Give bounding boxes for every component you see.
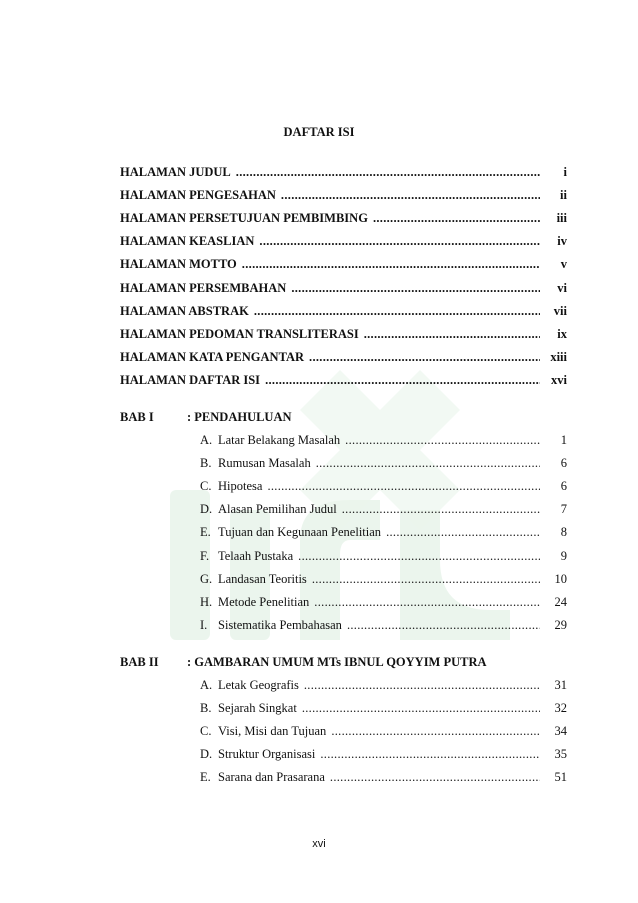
toc-page-number: 1	[560, 433, 567, 447]
toc-entry-text: Letak Geografis	[218, 678, 299, 692]
toc-page-number: 32	[554, 701, 567, 716]
toc-entry[interactable]	[200, 701, 567, 716]
toc-entry-label	[200, 724, 326, 739]
page-number: xvi	[312, 838, 326, 850]
toc-entry-text: Metode Penelitian	[218, 594, 310, 609]
toc-entry[interactable]	[200, 595, 567, 610]
toc-page-number: iii	[556, 211, 567, 226]
dot-leader	[331, 724, 540, 739]
toc-entry-label	[200, 747, 315, 762]
dot-leader	[347, 618, 540, 633]
toc-page-number: vii	[553, 303, 567, 318]
toc-entry-letter: D.	[200, 502, 213, 517]
toc-entry-label	[200, 525, 381, 540]
toc-entry-letter: B.	[200, 456, 212, 471]
chapter-heading	[120, 410, 292, 425]
dot-leader	[330, 770, 540, 785]
toc-entry-label: HALAMAN JUDUL	[120, 165, 231, 179]
toc-entry-text: Sistematika Pembahasan	[218, 617, 342, 632]
toc-page-number: 6	[560, 479, 567, 494]
toc-entry-text: Sejarah Singkat	[218, 701, 297, 716]
toc-entry-text: Sarana dan Prasarana	[218, 770, 325, 785]
dot-leader	[254, 304, 540, 319]
toc-entry[interactable]	[120, 373, 567, 388]
toc-entry[interactable]	[200, 618, 567, 633]
toc-entry-label: HALAMAN PENGESAHAN	[120, 188, 276, 203]
toc-entry-text: Latar Belakang Masalah	[218, 433, 341, 447]
toc-entry[interactable]	[120, 234, 567, 249]
chapter-heading	[120, 655, 487, 670]
toc-entry-text: Landasan Teoritis	[218, 571, 307, 586]
dot-leader	[281, 188, 540, 203]
toc-entry-letter: C.	[200, 479, 212, 494]
toc-entry-label: HALAMAN KATA PENGANTAR	[120, 349, 305, 364]
chapter-number: BAB I	[120, 410, 154, 424]
toc-entry-label: HALAMAN PEDOMAN TRANSLITERASI	[120, 326, 359, 341]
toc-entry-letter: A.	[200, 433, 213, 447]
toc-entry[interactable]	[200, 479, 567, 494]
toc-entry-letter: E.	[200, 525, 211, 540]
dot-leader	[364, 327, 540, 342]
toc-entry[interactable]	[200, 549, 567, 564]
toc-entry[interactable]	[200, 502, 567, 517]
chapter-title: : PENDAHULUAN	[187, 410, 292, 424]
toc-page-number: xvi	[551, 372, 567, 387]
toc-page-number: xiii	[550, 349, 567, 364]
toc-entry-text: Hipotesa	[218, 479, 263, 494]
toc-entry-text: Tujuan dan Kegunaan Penelitian	[218, 525, 382, 540]
dot-leader	[309, 350, 540, 365]
toc-entry-letter: E.	[200, 770, 211, 785]
toc-entry[interactable]	[200, 572, 567, 587]
toc-entry-text: Struktur Organisasi	[218, 747, 316, 762]
chapter-number: BAB II	[120, 655, 159, 669]
toc-entry-text: Telaah Pustaka	[218, 548, 294, 563]
toc-page-number: 34	[554, 724, 567, 739]
toc-entry-letter: A.	[200, 678, 213, 692]
toc-entry-label	[200, 678, 299, 693]
toc-entry-label	[200, 433, 340, 448]
toc-page-number: 8	[560, 525, 567, 540]
dot-leader	[267, 479, 540, 494]
dot-leader	[291, 281, 540, 296]
toc-entry-letter: G.	[200, 571, 213, 586]
dot-leader	[345, 433, 540, 448]
dot-leader	[312, 572, 540, 587]
toc-entry-label	[200, 770, 325, 785]
toc-entry-label	[200, 456, 311, 471]
page-title: DAFTAR ISI	[283, 125, 355, 139]
toc-page-number: 7	[560, 502, 567, 517]
toc-entry[interactable]	[120, 304, 567, 319]
toc-entry[interactable]	[200, 724, 567, 739]
toc-entry-text: Visi, Misi dan Tujuan	[218, 724, 327, 739]
dot-leader	[316, 456, 540, 471]
toc-entry[interactable]	[200, 525, 567, 540]
toc-entry[interactable]	[200, 770, 567, 785]
toc-page-number: i	[563, 165, 567, 179]
toc-entry-label: HALAMAN KEASLIAN	[120, 234, 255, 249]
toc-page-number: ii	[560, 188, 567, 203]
toc-page-number: 51	[554, 770, 567, 785]
toc-entry[interactable]	[120, 188, 567, 203]
dot-leader	[342, 502, 540, 517]
toc-entry[interactable]	[200, 456, 567, 471]
dot-leader	[373, 211, 540, 226]
toc-entry-letter: C.	[200, 724, 212, 739]
toc-entry[interactable]	[120, 281, 567, 296]
toc-entry[interactable]	[200, 678, 567, 693]
toc-entry-letter: D.	[200, 747, 213, 762]
toc-page-number: v	[560, 257, 567, 272]
toc-entry[interactable]	[120, 211, 567, 226]
dot-leader	[320, 747, 540, 762]
toc-entry-label: HALAMAN PERSEMBAHAN	[120, 280, 287, 295]
dot-leader	[302, 701, 540, 716]
toc-entry-letter: B.	[200, 701, 212, 716]
dot-leader	[298, 549, 540, 564]
toc-entry-label	[200, 618, 342, 633]
toc-entry-letter: H.	[200, 594, 213, 609]
toc-entry[interactable]	[120, 257, 567, 272]
dot-leader	[265, 373, 540, 388]
toc-page-number: iv	[557, 234, 567, 249]
toc-entry-label: HALAMAN MOTTO	[120, 257, 237, 272]
dot-leader	[236, 165, 540, 180]
dot-leader	[242, 257, 540, 272]
toc-page-number: 35	[554, 747, 567, 762]
toc-entry-label	[200, 479, 262, 494]
toc-page-number: ix	[557, 326, 567, 341]
toc-entry[interactable]	[200, 747, 567, 762]
toc-page-number: 24	[554, 594, 567, 609]
toc-page-number: 9	[560, 548, 567, 563]
dot-leader	[259, 234, 540, 249]
toc-entry-text: Rumusan Masalah	[218, 456, 311, 471]
toc-entry[interactable]	[200, 433, 567, 448]
toc-entry[interactable]	[120, 327, 567, 342]
dot-leader	[304, 678, 540, 693]
toc-page-number: 6	[560, 456, 567, 471]
toc-entry-label	[200, 701, 297, 716]
dot-leader	[386, 525, 540, 540]
chapter-title: : GAMBARAN UMUM MTs IBNUL QOYYIM PUTRA	[187, 655, 487, 669]
toc-entry-label: HALAMAN ABSTRAK	[120, 303, 249, 318]
toc-entry-label: HALAMAN DAFTAR ISI	[120, 372, 261, 387]
dot-leader	[314, 595, 540, 610]
toc-entry-letter: I.	[200, 617, 208, 632]
toc-entry-letter: F.	[200, 548, 210, 563]
toc-entry[interactable]	[120, 350, 567, 365]
toc-entry-label	[200, 549, 293, 564]
toc-entry-label: HALAMAN PERSETUJUAN PEMBIMBING	[120, 211, 368, 226]
toc-entry-label	[200, 595, 309, 610]
toc-entry-text: Alasan Pemilihan Judul	[218, 502, 337, 517]
toc-page-number: 10	[554, 571, 567, 586]
toc-page-number: 29	[554, 617, 567, 632]
toc-page-number: vi	[557, 280, 567, 295]
toc-entry[interactable]	[120, 165, 567, 180]
toc-entry-label	[200, 502, 337, 517]
toc-entry-label	[200, 572, 307, 587]
toc-page-number: 31	[554, 678, 567, 692]
